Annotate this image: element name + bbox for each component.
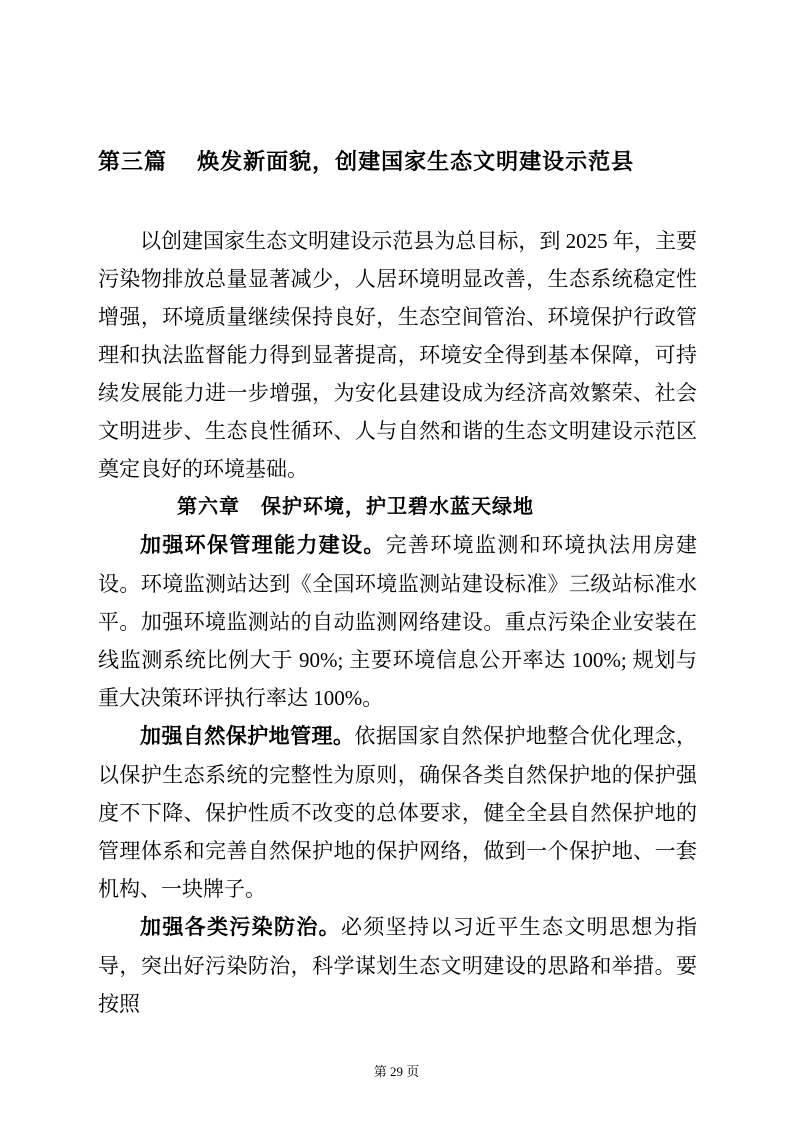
paragraph-lead: 加强自然保护地管理。 [140, 725, 355, 748]
paragraph-nature-reserves [98, 717, 697, 908]
paragraph-body: 必须坚持以习近平生态文明思想为指导，突出好污染防治，科学谋划生态文明建设的思路和举措。要按照 [98, 915, 697, 1016]
intro-paragraph: 以创建国家生态文明建设示范县为总目标，到 2025 年，主要污染物排放总量显著减少，人居环境明显改善，生态系统稳定性增强，环境质量继续保持良好，生态空间管治、环境保护行政管理和执法监督能力得到显著提高，环境安全得到基本保障，可持续发展能力进一步增强，为安化县建设成为经济高效繁荣、社会文明进步、生态良性循环、人与自然和谐的生态文明建设示范区奠定良好的环境基础。 [98, 229, 697, 481]
paragraph-env-management [98, 526, 697, 717]
section-title: 第三篇 焕发新面貌，创建国家生态文明建设示范县 [98, 149, 635, 174]
paragraph-pollution-control [98, 908, 697, 1023]
page-footer [0, 1064, 793, 1080]
paragraph-lead: 加强各类污染防治。 [140, 916, 341, 939]
page-number: 第 29 页 [373, 1064, 420, 1079]
paragraph-body: 依据国家自然保护地整合优化理念，以保护生态系统的完整性为原则，确保各类自然保护地的保护强度不下降、保护性质不改变的总体要求，健全全县自然保护地的管理体系和完善自然保护地的保护网络，做到一个保护地、一套机构、一块牌子。 [98, 724, 698, 901]
paragraph-lead: 加强环保管理能力建设。 [140, 534, 386, 557]
paragraph-body: 完善环境监测和环境执法用房建设。环境监测站达到《全国环境监测站建设标准》三级站标准水平。加强环境监测站的自动监测网络建设。重点污染企业安装在线监测系统比例大于 90%; 主要环境信息公开率达 100%; 规划与重大决策环评执行率达 100%。 [98, 533, 698, 710]
chapter-heading: 第六章 保护环境，护卫碧水蓝天绿地 [177, 496, 534, 518]
page-content [98, 146, 697, 1023]
